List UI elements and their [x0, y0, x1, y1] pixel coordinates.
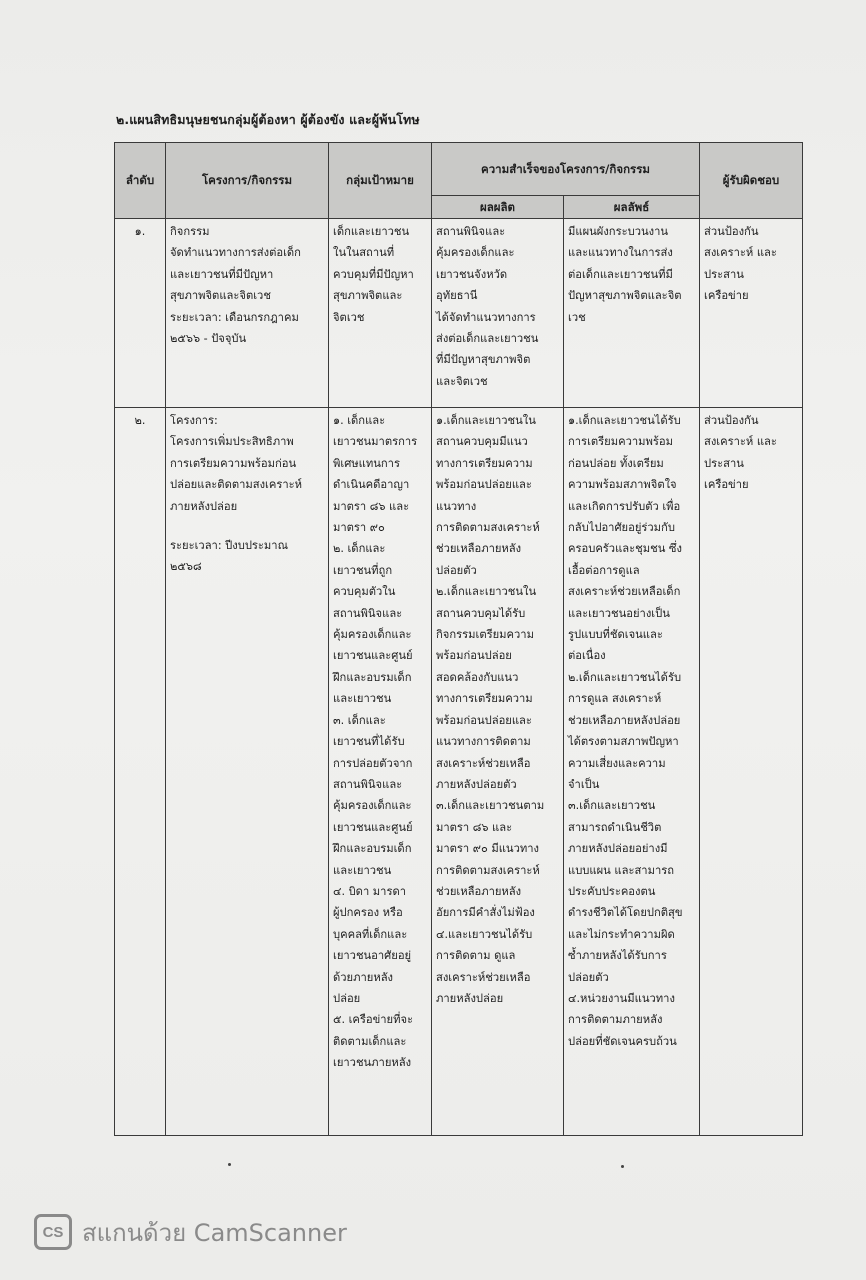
row-target: [329, 408, 432, 1136]
cell-line: ทางการเตรียมความ: [436, 456, 533, 470]
row-order: ๑.: [115, 219, 166, 408]
cell-line: การเตรียมความพร้อมก่อน: [170, 456, 297, 470]
row-output: [432, 219, 564, 408]
cell-line: ๒.เด็กและเยาวชนได้รับ: [568, 670, 682, 684]
project-description: [170, 410, 324, 517]
cell-line: ๓.เด็กและเยาวชนตาม: [436, 799, 545, 813]
cell-line: มาตรา ๙๐: [333, 521, 385, 535]
row-outcome: [564, 219, 700, 408]
row-order: ๒.: [115, 408, 166, 1136]
cell-line: แบบแผน และสามารถ: [568, 863, 675, 877]
row-project: [166, 408, 329, 1136]
cell-line: ประคับประคองตน: [568, 884, 656, 898]
cell-line: มาตรา ๘๖ และ: [333, 499, 410, 513]
cell-line: ๓. เด็กและ: [333, 713, 386, 727]
cell-line: ๑.เด็กและเยาวชนใน: [436, 414, 536, 427]
watermark-text: สแกนด้วย CamScanner: [82, 1218, 347, 1247]
cell-line: ๑.เด็กและเยาวชนได้รับ: [568, 414, 681, 427]
cell-line: ดำรงชีวิตได้โดยปกติสุข: [568, 906, 683, 920]
cell-line: ได้จัดทำแนวทางการ: [436, 310, 536, 324]
cell-line: การปล่อยตัวจาก: [333, 756, 413, 770]
cell-line: สงเคราะห์ และ: [704, 246, 777, 260]
cell-line: และจิตเวช: [436, 374, 488, 388]
cell-line: ส่วนป้องกัน: [704, 225, 759, 238]
cell-line: ระยะเวลา: เดือนกรกฎาคม: [170, 310, 299, 324]
cell-line: ควบคุมตัวใน: [333, 585, 396, 599]
cell-line: สงเคราะห์ช่วยเหลือ: [436, 756, 531, 770]
project-duration: [170, 535, 324, 578]
row-outcome: [564, 408, 700, 1136]
cell-line: ปล่อย: [333, 991, 361, 1005]
cell-line: เยาวชนอาศัยอยู่: [333, 949, 412, 963]
cell-line: ผู้ปกครอง หรือ: [333, 906, 403, 920]
cell-line: ๒.เด็กและเยาวชนใน: [436, 585, 537, 599]
cell-line: ประสาน: [704, 456, 744, 470]
camscanner-watermark: [34, 1212, 347, 1252]
row-target: [329, 219, 432, 408]
cell-line: จัดทำแนวทางการส่งต่อเด็ก: [170, 246, 301, 260]
row-output: [432, 408, 564, 1136]
cell-line: การติดตามภายหลัง: [568, 1013, 663, 1027]
cell-line: เยาวชนและศูนย์: [333, 820, 413, 834]
cell-line: บุคคลที่เด็กและ: [333, 927, 408, 941]
cell-line: ปัญหาสุขภาพจิตและจิต: [568, 289, 682, 303]
scan-mark: [621, 1165, 624, 1168]
section-heading: ๒.แผนสิทธิมนุษยชนกลุ่มผู้ต้องหา ผู้ต้องขัง และผู้พ้นโทษ: [116, 112, 420, 127]
cell-line: ภายหลังปล่อยตัว: [436, 777, 517, 791]
cell-line: ๒๕๖๖ - ปัจจุบัน: [170, 332, 247, 346]
cell-line: ๕. เครือข่ายที่จะ: [333, 1013, 414, 1027]
header-outcome: ผลลัพธ์: [564, 196, 700, 219]
cell-line: ๔.หน่วยงานมีแนวทาง: [568, 991, 675, 1005]
cell-line: ปล่อยที่ชัดเจนครบถ้วน: [568, 1034, 677, 1048]
cell-line: เครือข่าย: [704, 478, 749, 492]
cell-line: การเตรียมความพร้อม: [568, 435, 673, 449]
row-responsible: [700, 219, 803, 408]
cell-line: เด็กและเยาวชน: [333, 225, 410, 238]
cell-line: ฝึกและอบรมเด็ก: [333, 670, 412, 684]
camscanner-logo-icon: CS: [34, 1214, 72, 1250]
cell-line: ด้วยภายหลัง: [333, 970, 394, 984]
header-output: ผลผลิต: [432, 196, 564, 219]
cell-line: คุ้มครองเด็กและ: [333, 628, 412, 642]
cell-line: ช่วยเหลือภายหลัง: [436, 884, 522, 898]
cell-line: และเกิดการปรับตัว เพื่อ: [568, 499, 681, 513]
cell-line: คุ้มครองเด็กและ: [436, 246, 515, 260]
cell-line: และเยาวชน: [333, 863, 392, 877]
table-row: [115, 219, 803, 408]
cell-line: โครงการ:: [170, 414, 218, 427]
cell-line: พร้อมก่อนปล่อยและ: [436, 713, 532, 727]
cell-line: สถานพินิจและ: [436, 225, 506, 238]
cell-line: ๒. เด็กและ: [333, 542, 386, 556]
cell-line: มีแผนผังกระบวนงาน: [568, 225, 669, 238]
cell-line: ในในสถานที่: [333, 246, 395, 260]
row-project: [166, 219, 329, 408]
cell-line: สงเคราะห์ช่วยเหลือ: [436, 970, 531, 984]
cell-line: เยาวชนและศูนย์: [333, 649, 413, 663]
cell-line: ฝึกและอบรมเด็ก: [333, 842, 412, 856]
cell-line: การติดตามสงเคราะห์: [436, 521, 540, 535]
cell-line: ๔.และเยาวชนได้รับ: [436, 927, 533, 941]
cell-line: การดูแล สงเคราะห์: [568, 692, 662, 706]
cell-line: สถานพินิจและ: [333, 777, 403, 791]
cell-line: เวช: [568, 310, 586, 324]
cell-line: กิจกรรมเตรียมความ: [436, 628, 534, 642]
cell-line: ต่อเนื่อง: [568, 649, 606, 663]
cell-line: กลับไปอาศัยอยู่ร่วมกับ: [568, 521, 675, 535]
cell-line: สถานพินิจและ: [333, 606, 403, 620]
cell-line: ส่วนป้องกัน: [704, 414, 759, 427]
cell-line: ช่วยเหลือภายหลัง: [436, 542, 522, 556]
cell-line: จิตเวช: [333, 310, 365, 324]
cell-line: สงเคราะห์ช่วยเหลือเด็ก: [568, 585, 681, 599]
cell-line: ซ้ำภายหลังได้รับการ: [568, 949, 667, 963]
cell-line: การติดตาม ดูแล: [436, 949, 516, 963]
cell-line: รูปแบบที่ชัดเจนและ: [568, 628, 663, 642]
cell-line: ต่อเด็กและเยาวชนที่มี: [568, 267, 673, 281]
cell-line: พร้อมก่อนปล่อย: [436, 649, 512, 663]
cell-line: ๑. เด็กและ: [333, 414, 386, 427]
cell-line: ที่มีปัญหาสุขภาพจิต: [436, 353, 531, 367]
cell-line: เยาวชนภายหลัง: [333, 1056, 412, 1070]
header-responsible: ผู้รับผิดชอบ: [700, 143, 803, 219]
cell-line: เยาวชนที่ถูก: [333, 563, 393, 577]
cell-line: ความพร้อมสภาพจิตใจ: [568, 478, 677, 492]
cell-line: ประสาน: [704, 267, 744, 281]
header-order: ลำดับ: [115, 143, 166, 219]
cell-line: โครงการเพิ่มประสิทธิภาพ: [170, 435, 294, 449]
cell-line: กิจกรรม: [170, 225, 210, 238]
cell-line: ดำเนินคดีอาญา: [333, 478, 410, 492]
cell-line: แนวทางการติดตาม: [436, 735, 531, 749]
header-target: กลุ่มเป้าหมาย: [329, 143, 432, 219]
project-table: [114, 142, 803, 1136]
cell-line: ความเสี่ยงและความ: [568, 756, 666, 770]
cell-line: มาตรา ๘๖ และ: [436, 820, 513, 834]
cell-line: สถานควบคุมได้รับ: [436, 606, 526, 620]
cell-line: ครอบครัวและชุมชน ซึ่ง: [568, 542, 682, 556]
cell-line: พร้อมก่อนปล่อยและ: [436, 478, 532, 492]
cell-line: ปล่อยตัว: [436, 563, 477, 577]
cell-line: ติดตามเด็กและ: [333, 1034, 407, 1048]
cell-line: เยาวชนที่ได้รับ: [333, 735, 405, 749]
cell-line: ๓.เด็กและเยาวชน: [568, 799, 656, 813]
cell-line: ๒๕๖๘: [170, 560, 202, 574]
cell-line: เอื้อต่อการดูแล: [568, 563, 640, 577]
cell-line: ทางการเตรียมความ: [436, 692, 533, 706]
cell-line: ช่วยเหลือภายหลังปล่อย: [568, 713, 681, 727]
cell-line: อุทัยธานี: [436, 289, 478, 303]
cell-line: สุขภาพจิตและจิตเวช: [170, 289, 271, 303]
cell-line: อัยการมีคำสั่งไม่ฟ้อง: [436, 906, 535, 920]
cell-line: ภายหลังปล่อย: [436, 991, 504, 1005]
cell-line: การติดตามสงเคราะห์: [436, 863, 540, 877]
cell-line: ภายหลังปล่อยอย่างมี: [568, 842, 668, 856]
cell-line: เยาวชนมาตรการ: [333, 435, 418, 449]
cell-line: เครือข่าย: [704, 289, 749, 303]
cell-line: จำเป็น: [568, 777, 600, 791]
cell-line: คุ้มครองเด็กและ: [333, 799, 412, 813]
scan-mark: [228, 1163, 231, 1166]
cell-line: ก่อนปล่อย ทั้งเตรียม: [568, 456, 664, 470]
cell-line: ควบคุมที่มีปัญหา: [333, 267, 414, 281]
cell-line: ปล่อยตัว: [568, 970, 609, 984]
cell-line: ส่งต่อเด็กและเยาวชน: [436, 332, 539, 346]
table-row: [115, 408, 803, 1136]
cell-line: และเยาวชนอย่างเป็น: [568, 606, 670, 620]
cell-line: เยาวชนจังหวัด: [436, 267, 508, 281]
cell-line: ภายหลังปล่อย: [170, 499, 238, 513]
cell-line: แนวทาง: [436, 499, 477, 513]
cell-line: และเยาวชนที่มีปัญหา: [170, 267, 274, 281]
cell-line: สงเคราะห์ และ: [704, 435, 777, 449]
cell-line: ได้ตรงตามสภาพปัญหา: [568, 735, 679, 749]
cell-line: ระยะเวลา: ปีงบประมาณ: [170, 539, 288, 553]
cell-line: และแนวทางในการส่ง: [568, 246, 673, 260]
cell-line: สามารถดำเนินชีวิต: [568, 820, 662, 834]
cell-line: สอดคล้องกับแนว: [436, 670, 519, 684]
cell-line: ๔. บิดา มารดา: [333, 884, 406, 898]
cell-line: พิเศษแทนการ: [333, 456, 400, 470]
cell-line: ปล่อยและติดตามสงเคราะห์: [170, 478, 303, 492]
header-success: ความสำเร็จของโครงการ/กิจกรรม: [432, 143, 700, 196]
row-responsible: [700, 408, 803, 1136]
cell-line: สุขภาพจิตและ: [333, 289, 403, 303]
cell-line: และเยาวชน: [333, 692, 392, 706]
cell-line: มาตรา ๙๐ มีแนวทาง: [436, 842, 539, 856]
header-project: โครงการ/กิจกรรม: [166, 143, 329, 219]
cell-line: และไม่กระทำความผิด: [568, 927, 675, 941]
cell-line: สถานควบคุมมีแนว: [436, 435, 528, 449]
